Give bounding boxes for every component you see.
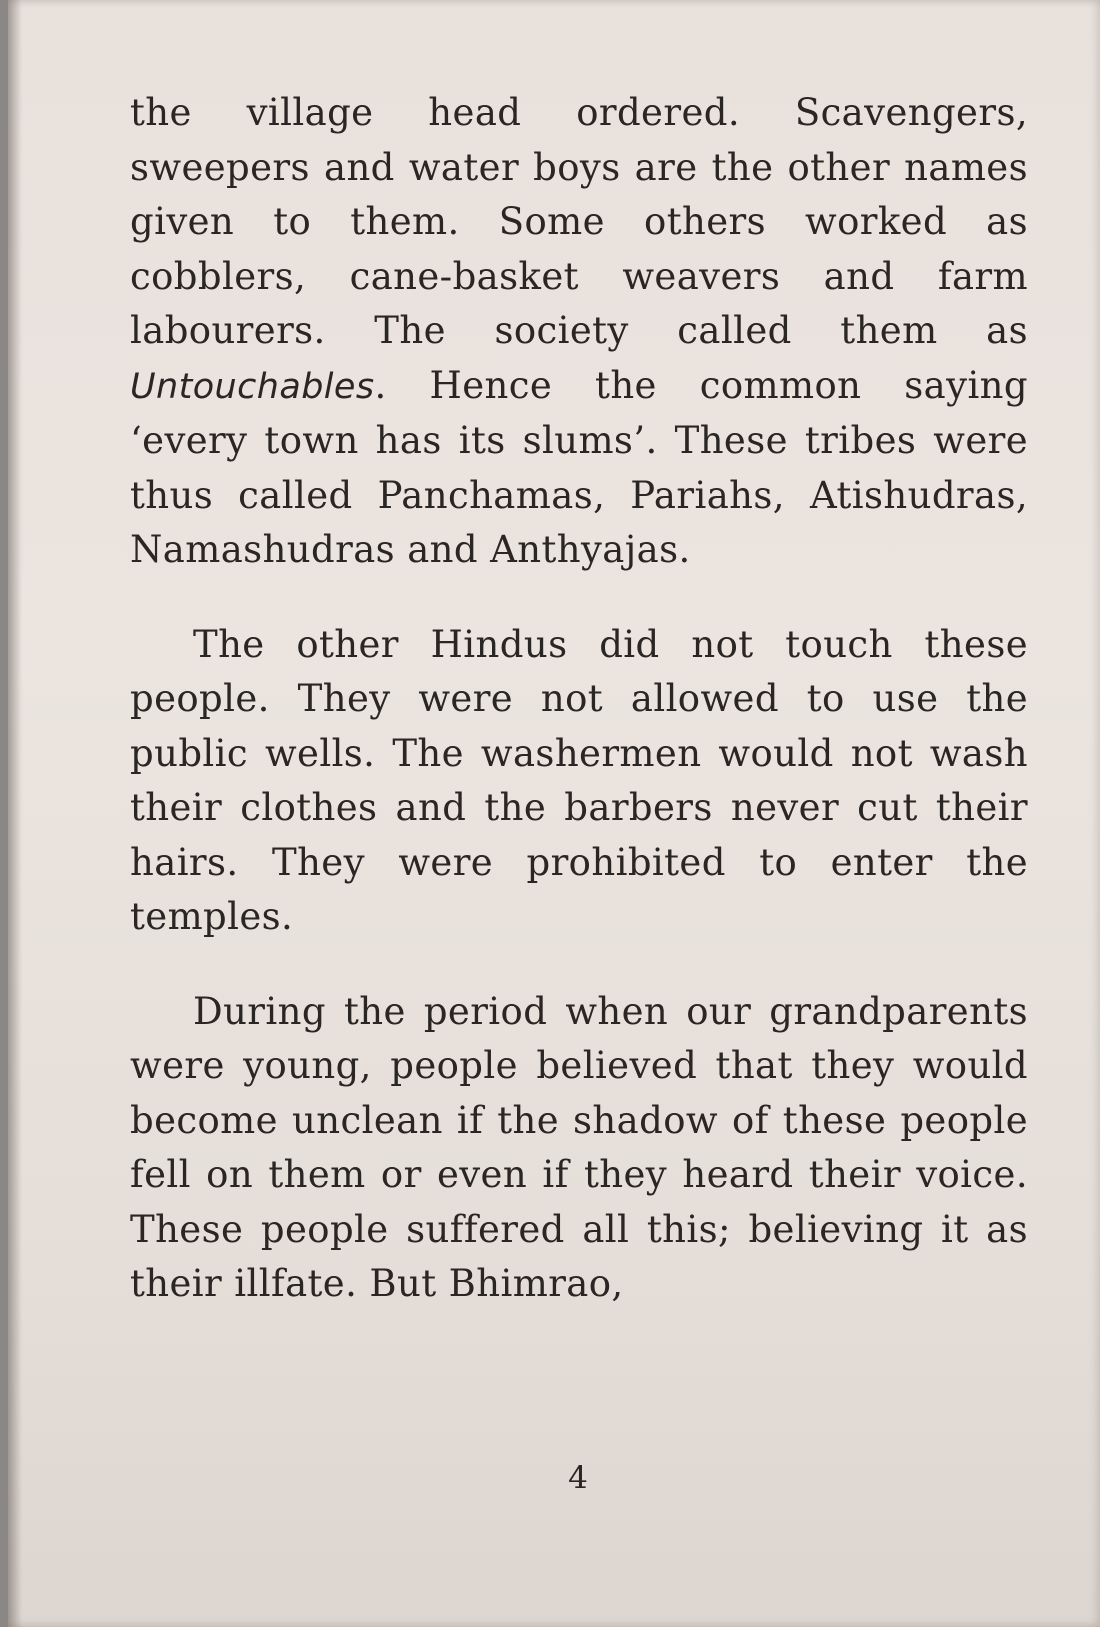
paragraph-3: During the period when our grandparents were young, people believed that they would become unclean if the shadow of these people fell on them or even if they heard their voice. These people suffered all this; believing it as their illfate. But Bhimrao, [130,989,1028,1305]
page-number: 4 [568,1460,588,1496]
paragraph-2: The other Hindus did not touch these people. They were not allowed to use the public wells. The washermen would not wash their clothes and the barbers never cut their hairs. They were prohibited to enter the temples. [130,622,1028,938]
paragraph-1 [130,86,1028,578]
page-text-body [130,86,1028,1312]
paragraph-1-text-end: . Hence the common saying ‘every town has its slums’. These tribes were thus called Panchamas, Pariahs, Atishudras, Namashudras and Anthyajas. [130,363,1028,571]
page-spine-shadow [8,0,22,1627]
book-page [8,0,1100,1627]
emphasized-term: Untouchables [130,366,375,407]
paragraph-1-text-start: the village head ordered. Scavengers, sweepers and water boys are the other names given to them. Some others worked as cobblers, cane-basket weavers and farm labourers. The society called them as [130,91,1028,352]
